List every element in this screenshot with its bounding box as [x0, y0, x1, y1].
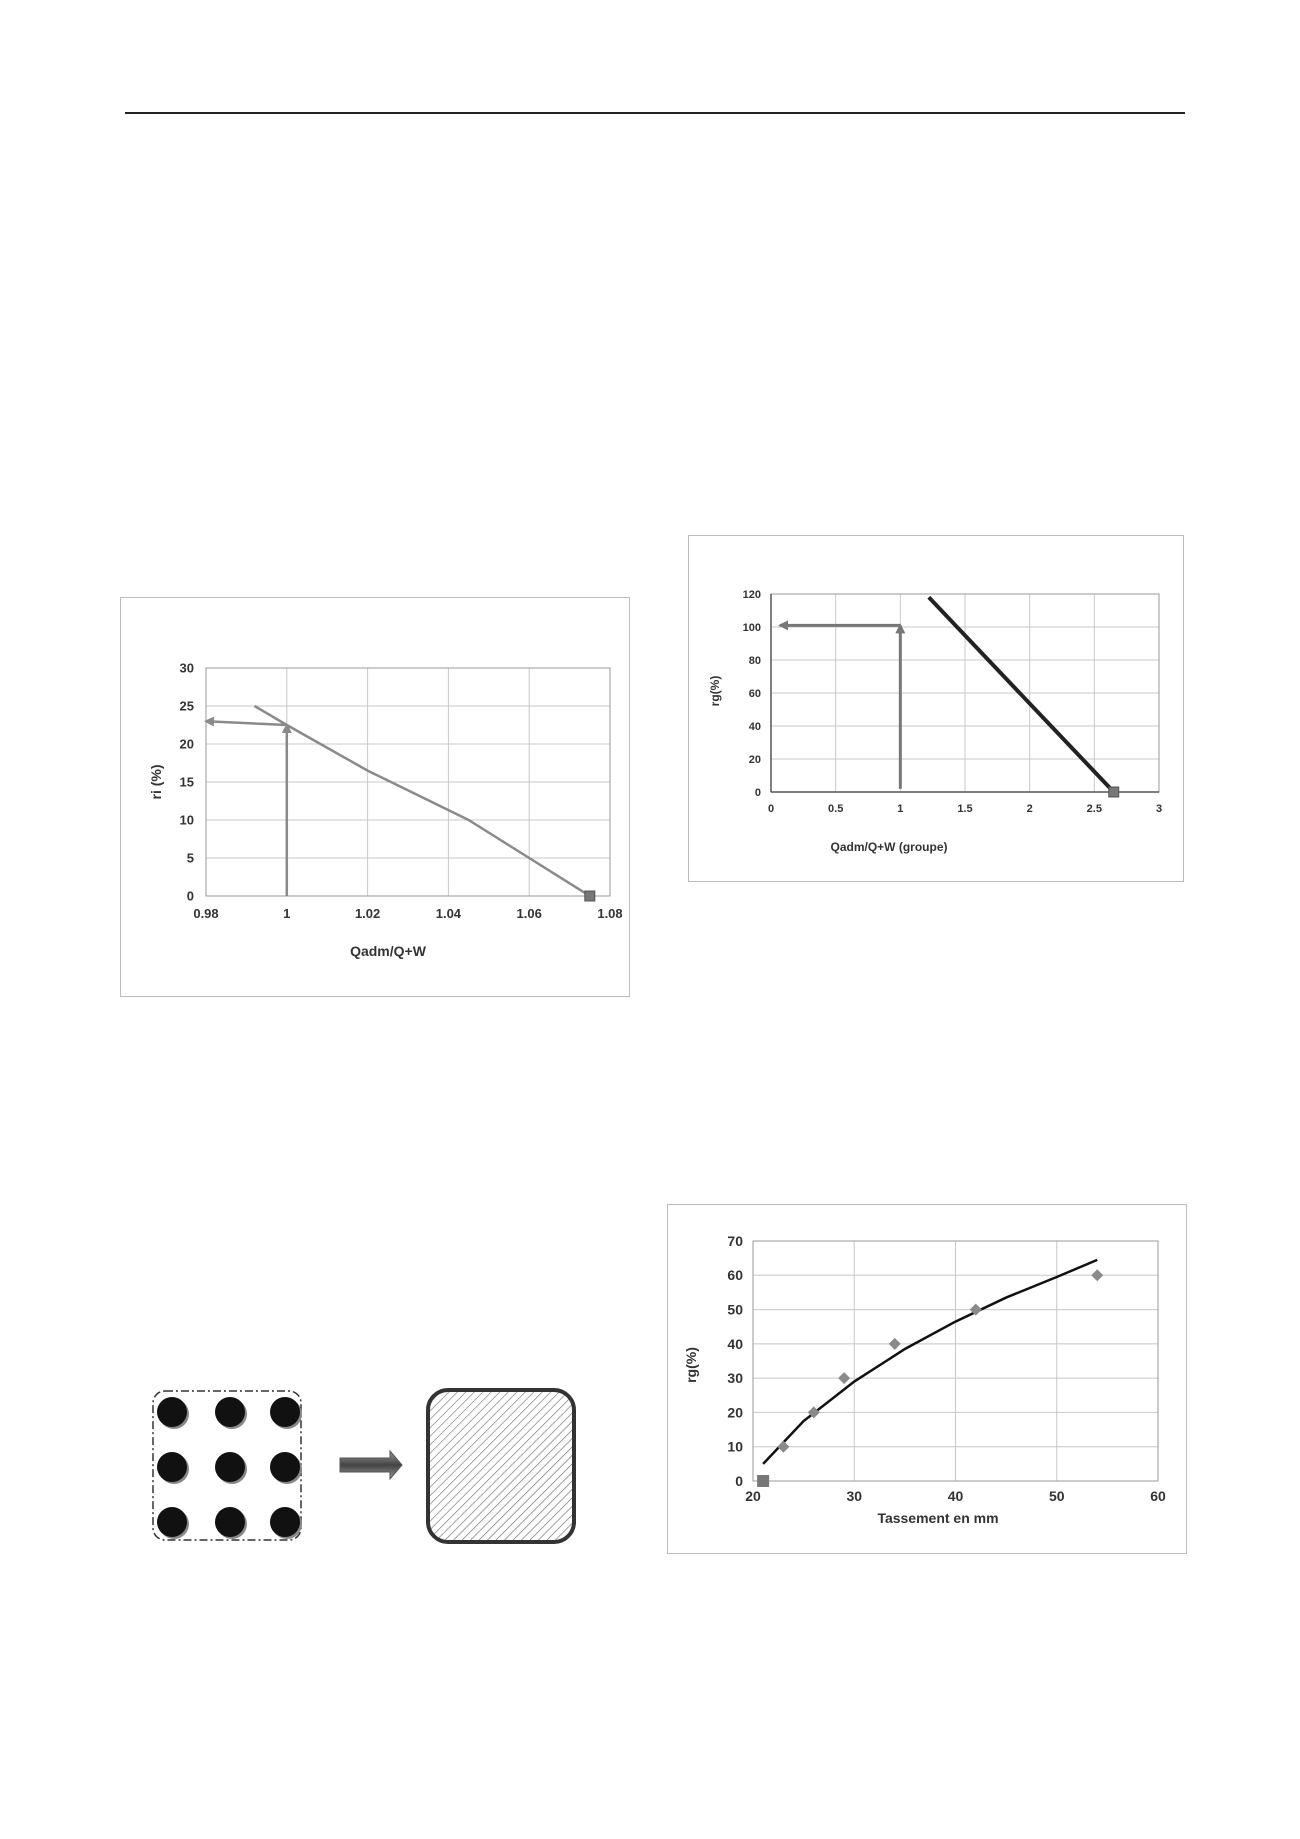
y-axis-label: ri (%) [148, 764, 164, 800]
x-tick-label: 40 [947, 1488, 964, 1504]
y-tick-label: 20 [727, 1404, 743, 1421]
data-point [889, 1338, 901, 1350]
x-tick-label: 30 [846, 1488, 863, 1504]
equivalent-block [428, 1390, 574, 1542]
x-tick-label: 1 [283, 906, 291, 921]
x-tick-label: 1.02 [354, 906, 381, 921]
x-tick-label: 0 [767, 803, 775, 815]
x-tick-label: 0.98 [193, 906, 219, 921]
x-tick-label: 2 [1026, 803, 1033, 815]
y-tick-label: 120 [742, 588, 761, 601]
y-tick-label: 20 [179, 736, 194, 752]
pile [270, 1397, 300, 1427]
y-tick-label: 30 [179, 660, 194, 676]
y-tick-label: 25 [179, 698, 194, 714]
x-tick-label: 0.5 [828, 803, 844, 815]
x-tick-label: 1.04 [435, 906, 462, 921]
chart-rg-groupe-svg [689, 536, 1185, 883]
header-rule [125, 112, 1185, 114]
end-marker [1109, 787, 1119, 797]
x-tick-label: 60 [1150, 1488, 1166, 1504]
y-tick-label: 60 [727, 1267, 743, 1284]
chart-rg-vs-tassement [667, 1204, 1187, 1554]
x-axis-label: Qadm/Q+W (groupe) [830, 840, 948, 854]
pile-group-svg [150, 1385, 580, 1550]
chart-ri-vs-qadm [120, 597, 630, 997]
y-tick-label: 40 [748, 720, 761, 733]
y-tick-label: 40 [727, 1335, 743, 1352]
y-tick-label: 0 [735, 1472, 743, 1489]
transform-arrow [340, 1451, 402, 1479]
data-point [1091, 1269, 1103, 1281]
series-line [254, 706, 589, 896]
y-tick-label: 10 [179, 812, 194, 828]
x-tick-label: 1.5 [957, 803, 973, 815]
x-tick-label: 20 [745, 1488, 761, 1504]
pile [215, 1452, 245, 1482]
x-tick-label: 3 [1155, 803, 1163, 815]
pile-group-diagram [150, 1385, 580, 1550]
pile [270, 1507, 300, 1537]
y-tick-label: 0 [754, 786, 761, 799]
x-tick-label: 2.5 [1086, 803, 1102, 815]
x-axis-label: Qadm/Q+W [350, 943, 426, 959]
x-tick-label: 50 [1048, 1488, 1065, 1504]
y-tick-label: 50 [727, 1301, 743, 1318]
end-marker [585, 891, 595, 901]
pile [270, 1452, 300, 1482]
pile [157, 1452, 187, 1482]
y-tick-label: 5 [186, 850, 194, 866]
y-tick-label: 30 [727, 1370, 743, 1387]
data-point [838, 1372, 850, 1384]
annotation-arrow [206, 721, 287, 725]
trend-line [763, 1260, 1097, 1464]
x-tick-label: 1.08 [597, 906, 623, 921]
x-axis-label: Tassement en mm [877, 1510, 999, 1526]
y-tick-label: 80 [748, 654, 761, 667]
y-tick-label: 20 [748, 753, 761, 766]
data-point [777, 1441, 789, 1453]
x-tick-label: 1 [897, 803, 904, 815]
chart-ri-svg [121, 598, 631, 998]
origin-marker [757, 1475, 769, 1487]
chart-rg-vs-qadm-groupe [688, 535, 1184, 882]
pile [215, 1507, 245, 1537]
y-tick-label: 15 [179, 774, 194, 790]
pile [157, 1507, 187, 1537]
x-tick-label: 1.06 [516, 906, 542, 921]
y-axis-label: rg(%) [683, 1347, 699, 1383]
y-axis-label: rg(%) [708, 675, 722, 707]
y-tick-label: 100 [742, 621, 761, 634]
y-tick-label: 10 [727, 1438, 743, 1455]
y-tick-label: 0 [186, 888, 194, 904]
chart-rg-tassement-svg [668, 1205, 1188, 1555]
y-tick-label: 70 [727, 1232, 743, 1249]
y-tick-label: 60 [748, 687, 761, 700]
pile [215, 1397, 245, 1427]
pile [157, 1397, 187, 1427]
